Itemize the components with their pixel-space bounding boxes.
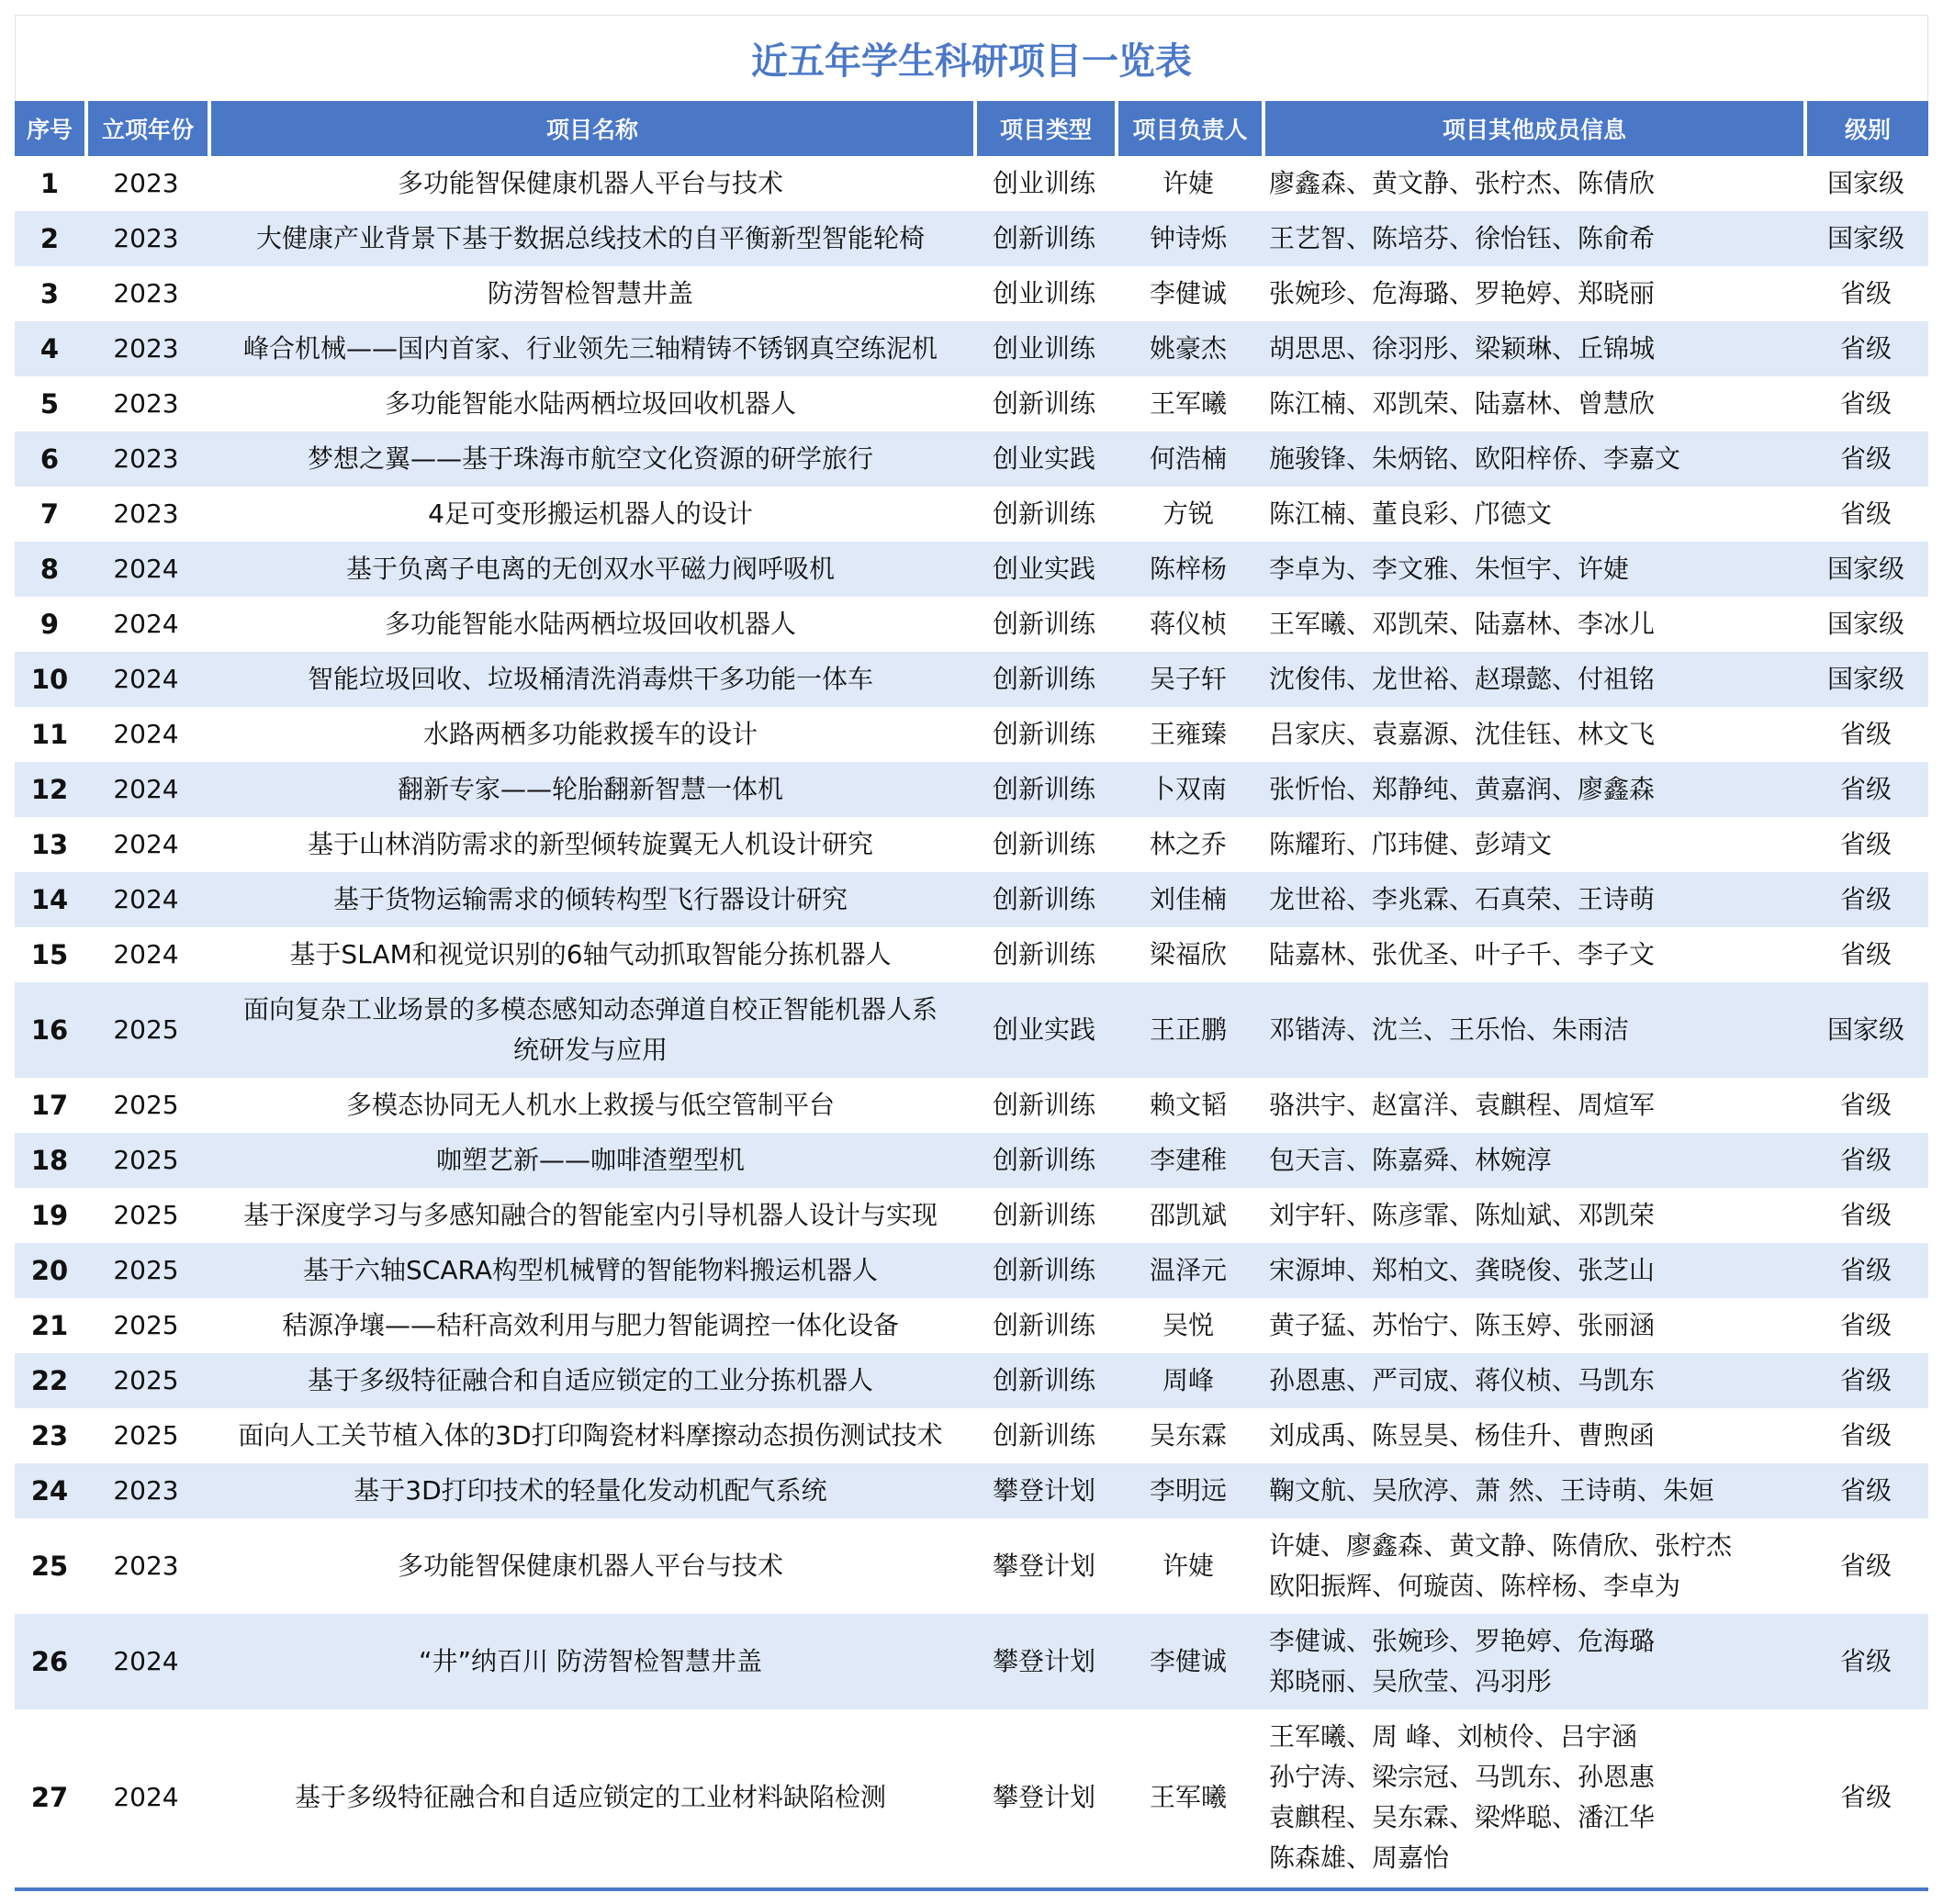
row-project-name-line: 基于3D打印技术的轻量化发动机配气系统 xyxy=(354,1475,827,1506)
row-members xyxy=(1262,156,1803,211)
row-level: 国家级 xyxy=(1803,211,1928,266)
row-members-line: 包天言、陈嘉舜、林婉淳 xyxy=(1269,1145,1553,1175)
row-project-name-line: 多模态协同无人机水上救援与低空管制平台 xyxy=(345,1090,835,1120)
row-type: 创业实践 xyxy=(973,542,1115,597)
row-leader: 吴东霖 xyxy=(1149,1420,1227,1450)
row-year: 2024 xyxy=(113,1782,179,1812)
row-type: 创新训练 xyxy=(992,939,1095,969)
row-no: 23 xyxy=(30,1420,69,1451)
row-leader: 何浩楠 xyxy=(1115,431,1262,487)
row-leader: 王雍臻 xyxy=(1149,719,1227,749)
table-row xyxy=(15,1298,1928,1353)
row-year: 2024 xyxy=(113,939,179,969)
row-members xyxy=(1262,376,1803,431)
row-type: 创新训练 xyxy=(973,1353,1115,1408)
row-type: 创新训练 xyxy=(973,1243,1115,1298)
row-leader: 姚豪杰 xyxy=(1115,321,1262,376)
row-type: 攀登计划 xyxy=(992,1782,1095,1812)
row-members xyxy=(1262,1709,1803,1886)
row-year: 2024 xyxy=(113,609,179,639)
row-type: 创新训练 xyxy=(973,652,1115,707)
row-year: 2025 xyxy=(113,1420,179,1450)
row-project-name-line: 多功能智保健康机器人平台与技术 xyxy=(397,1551,783,1581)
row-year: 2024 xyxy=(84,762,208,817)
row-members-line: 施骏锋、朱炳铭、欧阳梓侨、李嘉文 xyxy=(1269,443,1681,474)
row-members xyxy=(1262,1243,1803,1298)
row-members-line: 陈森雄、周嘉怡 xyxy=(1269,1842,1450,1873)
row-type: 攀登计划 xyxy=(973,1614,1115,1709)
table-body xyxy=(15,156,1928,1886)
table-row xyxy=(15,1614,1928,1709)
row-members-line: 王军曦、邓凯荣、陆嘉林、李冰儿 xyxy=(1269,609,1656,639)
row-members xyxy=(1262,872,1803,927)
row-leader: 林之乔 xyxy=(1149,829,1227,859)
row-project-name-line: 多功能智能水陆两栖垃圾回收机器人 xyxy=(384,388,796,419)
row-project-name xyxy=(208,321,973,376)
row-project-name xyxy=(208,1463,973,1518)
row-members xyxy=(1262,762,1803,817)
row-type: 创新训练 xyxy=(992,1420,1095,1450)
row-members-line: 陆嘉林、张优圣、叶子千、李子文 xyxy=(1269,939,1656,969)
row-leader: 刘佳楠 xyxy=(1115,872,1262,927)
table-row xyxy=(15,376,1928,431)
row-year: 2023 xyxy=(113,498,179,529)
row-year: 2024 xyxy=(113,829,179,859)
table-row xyxy=(15,872,1928,927)
row-project-name xyxy=(208,1298,973,1353)
row-members xyxy=(1262,1614,1803,1709)
row-members xyxy=(1262,597,1803,652)
row-type: 创新训练 xyxy=(992,388,1095,419)
row-type: 创新训练 xyxy=(973,1133,1115,1188)
row-level: 省级 xyxy=(1839,1310,1892,1340)
row-type: 创新训练 xyxy=(992,829,1095,859)
row-members-line: 廖鑫森、黄文静、张柠杰、陈倩欣 xyxy=(1269,168,1656,198)
table-row xyxy=(15,1353,1928,1408)
row-project-name-line: 大健康产业背景下基于数据总线技术的自平衡新型智能轮椅 xyxy=(255,223,925,253)
row-members-line: 陈耀珩、邝玮健、彭靖文 xyxy=(1269,829,1553,859)
row-type: 创业训练 xyxy=(973,321,1115,376)
row-level: 省级 xyxy=(1803,762,1928,817)
row-no: 5 xyxy=(39,388,60,420)
row-no: 19 xyxy=(30,1200,69,1231)
row-year: 2025 xyxy=(113,1310,179,1340)
row-project-name xyxy=(208,211,973,266)
row-no: 27 xyxy=(30,1782,69,1813)
row-type: 创业训练 xyxy=(992,168,1095,198)
row-project-name xyxy=(208,1188,973,1243)
row-project-name xyxy=(208,597,973,652)
row-no: 9 xyxy=(39,609,60,640)
row-members xyxy=(1262,321,1803,376)
row-no: 1 xyxy=(39,168,60,199)
table-row xyxy=(15,211,1928,266)
row-project-name xyxy=(208,817,973,872)
row-level: 省级 xyxy=(1839,1090,1892,1120)
row-level: 省级 xyxy=(1803,431,1928,487)
row-project-name xyxy=(208,982,973,1078)
row-members xyxy=(1262,1518,1803,1614)
row-project-name-line: 基于负离子电离的无创双水平磁力阀呼吸机 xyxy=(345,554,835,584)
row-members-line: 王艺智、陈培芬、徐怡钰、陈俞希 xyxy=(1269,223,1656,253)
row-project-name-line: “井”纳百川 防涝智检智慧井盖 xyxy=(419,1646,762,1676)
row-project-name-line: 峰合机械——国内首家、行业领先三轴精铸不锈钢真空练泥机 xyxy=(242,333,938,364)
row-project-name xyxy=(208,487,973,542)
row-project-name xyxy=(208,1133,973,1188)
row-members xyxy=(1262,211,1803,266)
row-year: 2023 xyxy=(84,211,208,266)
table-row xyxy=(15,266,1928,321)
row-project-name xyxy=(208,266,973,321)
row-project-name-line: 基于多级特征融合和自适应锁定的工业分拣机器人 xyxy=(307,1365,873,1395)
row-type: 创新训练 xyxy=(973,872,1115,927)
row-no: 14 xyxy=(15,872,84,927)
row-leader: 卜双南 xyxy=(1115,762,1262,817)
row-members-line: 陈江楠、董良彩、邝德文 xyxy=(1269,498,1553,529)
row-type: 创新训练 xyxy=(992,1090,1095,1120)
table-row xyxy=(15,1243,1928,1298)
row-project-name-line: 梦想之翼——基于珠海市航空文化资源的研学旅行 xyxy=(307,443,873,474)
row-project-name-line: 智能垃圾回收、垃圾桶清洗消毒烘干多功能一体车 xyxy=(307,664,873,694)
row-no: 21 xyxy=(30,1310,69,1341)
row-members xyxy=(1262,1353,1803,1408)
row-no: 20 xyxy=(15,1243,84,1298)
table-row xyxy=(15,597,1928,652)
row-leader: 许婕 xyxy=(1162,168,1214,198)
bottom-rule xyxy=(15,1887,1928,1891)
row-members-line: 张婉珍、危海璐、罗艳婷、郑晓丽 xyxy=(1269,278,1656,308)
row-members-line: 张忻怡、郑静纯、黄嘉润、廖鑫森 xyxy=(1269,774,1656,804)
table-row xyxy=(15,156,1928,211)
row-leader: 许婕 xyxy=(1162,1551,1214,1581)
row-type: 创新训练 xyxy=(992,1310,1095,1340)
row-no: 6 xyxy=(15,431,84,487)
row-year: 2024 xyxy=(84,652,208,707)
row-type: 攀登计划 xyxy=(992,1551,1095,1581)
row-members-line: 孙宁涛、梁宗冠、马凯东、孙恩惠 xyxy=(1269,1762,1656,1792)
row-year: 2023 xyxy=(113,278,179,308)
row-members-line: 许婕、廖鑫森、黄文静、陈倩欣、张柠杰 xyxy=(1269,1530,1733,1561)
row-leader: 吴子轩 xyxy=(1115,652,1262,707)
table-row xyxy=(15,982,1928,1078)
row-no: 18 xyxy=(15,1133,84,1188)
header-name: 项目名称 xyxy=(208,101,973,156)
row-type: 创新训练 xyxy=(992,609,1095,639)
row-no: 2 xyxy=(15,211,84,266)
row-members-line: 袁麒程、吴东霖、梁烨聪、潘江华 xyxy=(1269,1802,1656,1832)
header-members: 项目其他成员信息 xyxy=(1262,101,1803,156)
row-type: 创新训练 xyxy=(973,762,1115,817)
row-project-name xyxy=(208,652,973,707)
row-no: 4 xyxy=(15,321,84,376)
row-leader: 温泽元 xyxy=(1115,1243,1262,1298)
header-no: 序号 xyxy=(15,101,84,156)
row-project-name-line: 4足可变形搬运机器人的设计 xyxy=(428,498,753,529)
row-project-name xyxy=(208,1353,973,1408)
table-row xyxy=(15,1078,1928,1133)
row-level: 省级 xyxy=(1839,939,1892,969)
row-no: 26 xyxy=(15,1614,84,1709)
row-project-name xyxy=(208,1614,973,1709)
row-members-line: 刘宇轩、陈彦霏、陈灿斌、邓凯荣 xyxy=(1269,1200,1656,1230)
row-level: 省级 xyxy=(1839,1420,1892,1450)
row-year: 2024 xyxy=(84,872,208,927)
table-row xyxy=(15,707,1928,762)
table-row xyxy=(15,1188,1928,1243)
project-table xyxy=(15,101,1928,1886)
table-title: 近五年学生科研项目一览表 xyxy=(15,15,1928,101)
header-level: 级别 xyxy=(1803,101,1928,156)
row-project-name-line: 基于六轴SCARA构型机械臂的智能物料搬运机器人 xyxy=(303,1255,878,1285)
row-members-line: 胡思思、徐羽彤、梁颖琳、丘锦城 xyxy=(1269,333,1656,364)
row-members-line: 郑晓丽、吴欣莹、冯羽彤 xyxy=(1269,1666,1553,1697)
row-level: 省级 xyxy=(1803,1463,1928,1518)
header-row xyxy=(15,101,1928,156)
row-no: 22 xyxy=(15,1353,84,1408)
table-row xyxy=(15,487,1928,542)
row-project-name xyxy=(208,927,973,982)
row-year: 2023 xyxy=(84,431,208,487)
table-row xyxy=(15,1133,1928,1188)
row-level: 国家级 xyxy=(1826,168,1904,198)
row-year: 2025 xyxy=(113,1090,179,1120)
row-leader: 赖文韬 xyxy=(1149,1090,1227,1120)
row-members-line: 沈俊伟、龙世裕、赵璟懿、付祖铭 xyxy=(1269,664,1656,694)
row-level: 省级 xyxy=(1839,1200,1892,1230)
row-project-name xyxy=(208,1408,973,1463)
row-project-name-line: 多功能智能水陆两栖垃圾回收机器人 xyxy=(384,609,796,639)
row-level: 省级 xyxy=(1839,498,1892,529)
table-row xyxy=(15,1408,1928,1463)
row-year: 2024 xyxy=(84,1614,208,1709)
row-leader: 李明远 xyxy=(1115,1463,1262,1518)
row-project-name-line: 秸源净壤——秸秆高效利用与肥力智能调控一体化设备 xyxy=(281,1310,899,1340)
row-leader: 方锐 xyxy=(1162,498,1214,529)
row-project-name-line: 基于深度学习与多感知融合的智能室内引导机器人设计与实现 xyxy=(242,1200,938,1230)
row-project-name-line: 基于货物运输需求的倾转构型飞行器设计研究 xyxy=(332,884,848,914)
row-project-name-line: 防涝智检智慧井盖 xyxy=(487,278,693,308)
project-sheet xyxy=(15,15,1928,1891)
row-members-line: 李卓为、李文雅、朱恒宇、许婕 xyxy=(1269,554,1630,584)
table-row xyxy=(15,1518,1928,1614)
row-year: 2025 xyxy=(84,1353,208,1408)
row-members-line: 李健诚、张婉珍、罗艳婷、危海璐 xyxy=(1269,1626,1656,1656)
row-level: 省级 xyxy=(1839,719,1892,749)
row-type: 创业实践 xyxy=(973,982,1115,1078)
row-level: 省级 xyxy=(1839,1551,1892,1581)
row-members xyxy=(1262,1298,1803,1353)
row-members-line: 王军曦、周 峰、刘桢伶、吕宇涵 xyxy=(1269,1721,1637,1752)
table-row xyxy=(15,927,1928,982)
row-no: 10 xyxy=(15,652,84,707)
row-members-line: 龙世裕、李兆霖、石真荣、王诗萌 xyxy=(1269,884,1656,914)
row-year: 2023 xyxy=(113,1551,179,1581)
row-members xyxy=(1262,1133,1803,1188)
row-no: 15 xyxy=(30,939,69,970)
row-leader: 王军曦 xyxy=(1149,388,1227,419)
row-year: 2025 xyxy=(84,982,208,1078)
row-project-name xyxy=(208,1709,973,1886)
row-members-line: 孙恩惠、严司宬、蒋仪桢、马凯东 xyxy=(1269,1365,1656,1395)
header-year: 立项年份 xyxy=(84,101,208,156)
row-members-line: 邓锴涛、沈兰、王乐怡、朱雨洁 xyxy=(1269,1014,1630,1045)
row-no: 17 xyxy=(30,1090,69,1121)
row-type: 创新训练 xyxy=(992,1200,1095,1230)
row-level: 国家级 xyxy=(1803,542,1928,597)
row-no: 25 xyxy=(30,1551,69,1582)
row-members-line: 陈江楠、邓凯荣、陆嘉林、曾慧欣 xyxy=(1269,388,1656,419)
row-members xyxy=(1262,707,1803,762)
row-leader: 陈梓杨 xyxy=(1115,542,1262,597)
row-year: 2025 xyxy=(84,1243,208,1298)
row-members xyxy=(1262,431,1803,487)
row-level: 国家级 xyxy=(1803,652,1928,707)
row-members-line: 刘成禹、陈昱昊、杨佳升、曹煦函 xyxy=(1269,1420,1656,1450)
row-members xyxy=(1262,927,1803,982)
header-leader: 项目负责人 xyxy=(1115,101,1262,156)
row-level: 国家级 xyxy=(1803,982,1928,1078)
row-year: 2023 xyxy=(84,321,208,376)
table-row xyxy=(15,1709,1928,1886)
row-project-name-line: 基于山林消防需求的新型倾转旋翼无人机设计研究 xyxy=(307,829,873,859)
row-leader: 吴悦 xyxy=(1162,1310,1214,1340)
row-project-name-line: 水路两栖多功能救援车的设计 xyxy=(422,719,758,749)
row-level: 省级 xyxy=(1803,1133,1928,1188)
table-row xyxy=(15,431,1928,487)
row-level: 省级 xyxy=(1839,829,1892,859)
row-project-name xyxy=(208,707,973,762)
row-project-name xyxy=(208,542,973,597)
row-level: 省级 xyxy=(1803,1353,1928,1408)
row-type: 创业训练 xyxy=(992,278,1095,308)
row-year: 2023 xyxy=(84,1463,208,1518)
row-leader: 邵凯斌 xyxy=(1149,1200,1227,1230)
row-leader: 梁福欣 xyxy=(1149,939,1227,969)
row-members xyxy=(1262,982,1803,1078)
row-level: 国家级 xyxy=(1826,609,1904,639)
row-no: 13 xyxy=(30,829,69,860)
row-year: 2023 xyxy=(113,388,179,419)
row-leader: 李建稚 xyxy=(1115,1133,1262,1188)
table-row xyxy=(15,542,1928,597)
row-project-name xyxy=(208,872,973,927)
row-members-line: 欧阳振辉、何璇茵、陈梓杨、李卓为 xyxy=(1269,1571,1681,1601)
row-type: 创新训练 xyxy=(973,211,1115,266)
row-project-name xyxy=(208,1078,973,1133)
row-members xyxy=(1262,1408,1803,1463)
row-leader: 李健诚 xyxy=(1149,278,1227,308)
table-row xyxy=(15,652,1928,707)
row-year: 2025 xyxy=(84,1133,208,1188)
row-project-name-line: 基于多级特征融合和自适应锁定的工业材料缺陷检测 xyxy=(294,1782,886,1812)
row-level: 省级 xyxy=(1803,321,1928,376)
row-leader: 蒋仪桢 xyxy=(1149,609,1227,639)
row-year: 2025 xyxy=(113,1200,179,1230)
row-leader: 周峰 xyxy=(1115,1353,1262,1408)
row-project-name-line: 咖塑艺新——咖啡渣塑型机 xyxy=(435,1145,745,1175)
row-leader: 王军曦 xyxy=(1149,1782,1227,1812)
row-leader: 王正鹏 xyxy=(1115,982,1262,1078)
row-leader: 李健诚 xyxy=(1115,1614,1262,1709)
row-project-name-line: 翻新专家——轮胎翻新智慧一体机 xyxy=(397,774,783,804)
row-level: 省级 xyxy=(1803,872,1928,927)
row-project-name xyxy=(208,431,973,487)
header-type: 项目类型 xyxy=(973,101,1115,156)
row-project-name xyxy=(208,156,973,211)
row-level: 省级 xyxy=(1803,1243,1928,1298)
row-members-line: 骆洪宇、赵富洋、袁麒程、周煊军 xyxy=(1269,1090,1656,1120)
row-members-line: 鞠文航、吴欣渟、萧 然、王诗萌、朱姮 xyxy=(1269,1475,1714,1506)
row-members xyxy=(1262,266,1803,321)
row-no: 11 xyxy=(30,719,69,750)
table-row xyxy=(15,1463,1928,1518)
row-level: 省级 xyxy=(1839,1782,1892,1812)
row-no: 16 xyxy=(15,982,84,1078)
row-level: 省级 xyxy=(1839,278,1892,308)
table-row xyxy=(15,762,1928,817)
row-leader: 钟诗烁 xyxy=(1115,211,1262,266)
row-no: 24 xyxy=(15,1463,84,1518)
row-members xyxy=(1262,817,1803,872)
row-members xyxy=(1262,1078,1803,1133)
row-no: 8 xyxy=(15,542,84,597)
row-project-name xyxy=(208,1518,973,1614)
table-row xyxy=(15,817,1928,872)
row-members xyxy=(1262,1463,1803,1518)
row-members xyxy=(1262,487,1803,542)
row-members-line: 黄子猛、苏怡宁、陈玉婷、张丽涵 xyxy=(1269,1310,1656,1340)
row-type: 创业实践 xyxy=(973,431,1115,487)
row-no: 12 xyxy=(15,762,84,817)
row-type: 创新训练 xyxy=(992,498,1095,529)
table-row xyxy=(15,321,1928,376)
row-project-name-line: 多功能智保健康机器人平台与技术 xyxy=(397,168,783,198)
row-project-name xyxy=(208,1243,973,1298)
row-members xyxy=(1262,1188,1803,1243)
row-project-name xyxy=(208,762,973,817)
row-year: 2024 xyxy=(113,719,179,749)
row-project-name-line: 基于SLAM和视觉识别的6轴气动抓取智能分拣机器人 xyxy=(289,939,892,969)
row-level: 省级 xyxy=(1839,388,1892,419)
row-project-name-line: 统研发与应用 xyxy=(512,1035,668,1065)
row-members xyxy=(1262,652,1803,707)
row-no: 7 xyxy=(39,498,60,530)
row-type: 创新训练 xyxy=(992,719,1095,749)
row-members-line: 宋源坤、郑柏文、龚晓俊、张芝山 xyxy=(1269,1255,1656,1285)
row-type: 攀登计划 xyxy=(973,1463,1115,1518)
row-level: 省级 xyxy=(1803,1614,1928,1709)
row-project-name-line: 面向人工关节植入体的3D打印陶瓷材料摩擦动态损伤测试技术 xyxy=(238,1420,943,1450)
row-project-name xyxy=(208,376,973,431)
row-members xyxy=(1262,542,1803,597)
row-year: 2023 xyxy=(113,168,179,198)
row-project-name-line: 面向复杂工业场景的多模态感知动态弹道自校正智能机器人系 xyxy=(242,994,938,1025)
row-year: 2024 xyxy=(84,542,208,597)
row-members-line: 吕家庆、袁嘉源、沈佳钰、林文飞 xyxy=(1269,719,1656,749)
row-no: 3 xyxy=(39,278,60,309)
